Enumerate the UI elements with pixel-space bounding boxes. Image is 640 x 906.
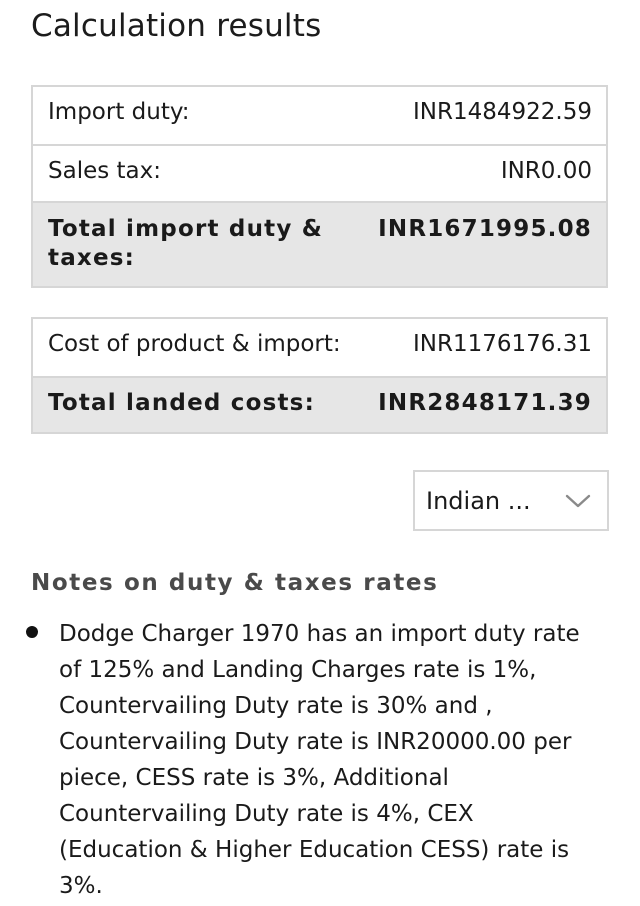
chevron-down-icon [565,493,591,509]
page-title: Calculation results [31,8,322,44]
list-item [24,616,604,904]
table-row-sales-tax [33,144,606,201]
total-duty-taxes-value: INR1671995.08 [378,216,592,242]
currency-select[interactable] [413,470,609,531]
bullet-icon [26,626,38,638]
cost-product-import-value: INR1176176.31 [413,331,592,357]
table-row-total-landed-costs [33,376,606,432]
total-landed-costs-value: INR2848171.39 [378,390,592,416]
currency-select-value: Indian ... [426,486,531,515]
notes-list [24,616,604,904]
table-row-cost-product-import [33,319,606,376]
table-row-import-duty [33,87,606,144]
notes-heading: Notes on duty & taxes rates [31,570,439,596]
landed-costs-table [31,317,608,434]
note-text: Dodge Charger 1970 has an import duty rate of 125% and Landing Charges rate is 1%, Countervailing Duty rate is 30% and , Countervailing Duty rate is INR20000.00 per piece, CESS rate is 3%, Additional Countervailing Duty rate is 4%, CEX (Education & Higher Education CESS) rate is 3%. [59,621,580,899]
cost-product-import-label: Cost of product & import: [48,331,341,357]
table-row-total-duty-taxes [33,201,606,286]
duties-table [31,85,608,288]
total-duty-taxes-label: Total import duty & taxes: [48,216,323,271]
import-duty-label: Import duty: [48,99,190,125]
sales-tax-value: INR0.00 [500,158,592,184]
import-duty-value: INR1484922.59 [413,99,592,125]
sales-tax-label: Sales tax: [48,158,162,184]
total-landed-costs-label: Total landed costs: [48,390,315,416]
